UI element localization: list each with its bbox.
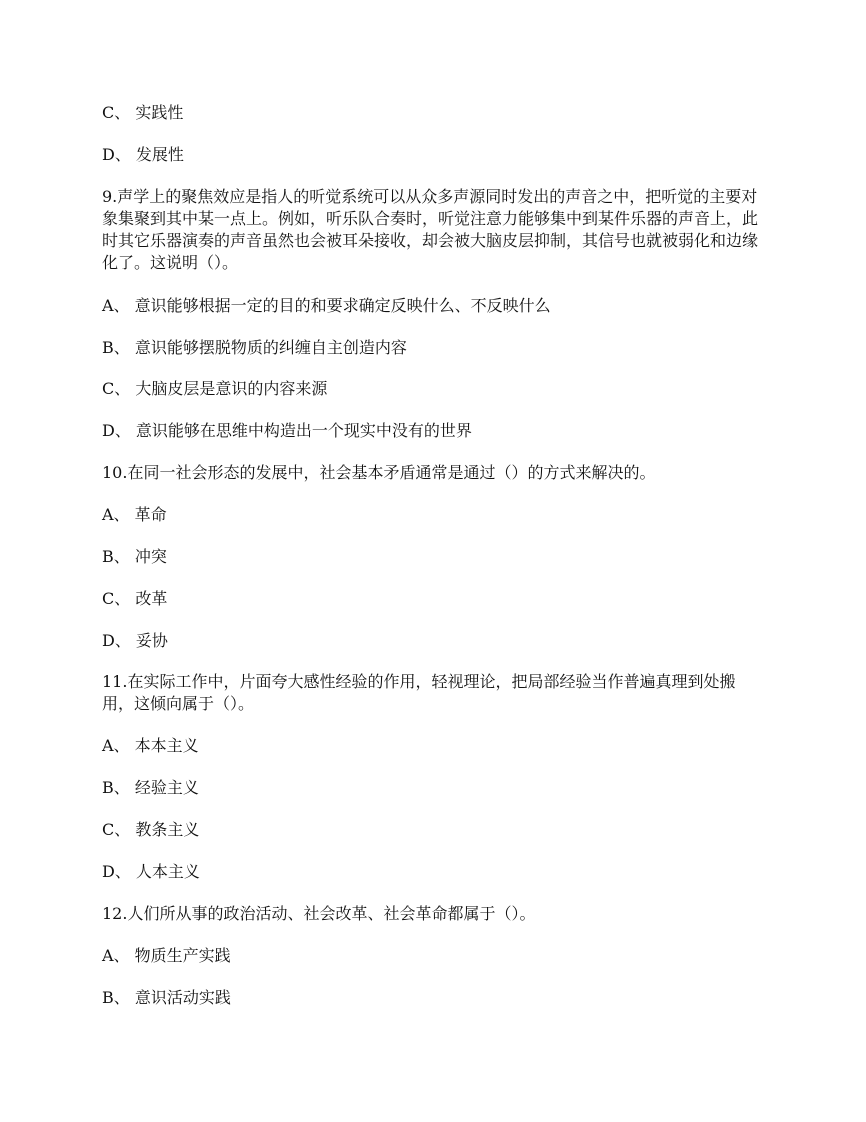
option-c-q9: C、 大脑皮层是意识的内容来源 [102,379,328,398]
option-d-q10: D、 妥协 [102,631,168,650]
option-d-q11: D、 人本主义 [102,862,200,881]
option-c-q11: C、 教条主义 [102,820,200,839]
option-c-q8: C、 实践性 [102,103,184,122]
option-b-q12: B、 意识活动实践 [102,988,231,1007]
question-11: 11.在实际工作中，片面夸大感性经验的作用，轻视理论，把局部经验当作普遍真理到处搬用，这倾向属于（）。 [102,672,736,713]
option-b-q11: B、 经验主义 [102,778,199,797]
option-b-q9: B、 意识能够摆脱物质的纠缠自主创造内容 [102,338,407,357]
option-d-q8: D、 发展性 [102,145,184,164]
question-12: 12.人们所从事的政治活动、社会改革、社会革命都属于（）。 [102,904,536,923]
option-d-q9: D、 意识能够在思维中构造出一个现实中没有的世界 [102,421,472,440]
question-9: 9.声学上的聚焦效应是指人的听觉系统可以从众多声源同时发出的声音之中，把听觉的主要对象集聚到其中某一点上。例如，听乐队合奏时，听觉注意力能够集中到某件乐器的声音上，此时其它乐器演奏的声音虽然也会被耳朵接收，却会被大脑皮层抑制，其信号也就被弱化和边缘化了。这说明（）。 [102,187,759,272]
option-a-q9: A、 意识能够根据一定的目的和要求确定反映什么、不反映什么 [102,296,551,315]
option-a-q10: A、 革命 [102,505,167,524]
question-10: 10.在同一社会形态的发展中，社会基本矛盾通常是通过（）的方式来解决的。 [102,463,656,482]
option-b-q10: B、 冲突 [102,547,167,566]
option-c-q10: C、 改革 [102,589,168,608]
option-a-q12: A、 物质生产实践 [102,946,231,965]
option-a-q11: A、 本本主义 [102,736,199,755]
